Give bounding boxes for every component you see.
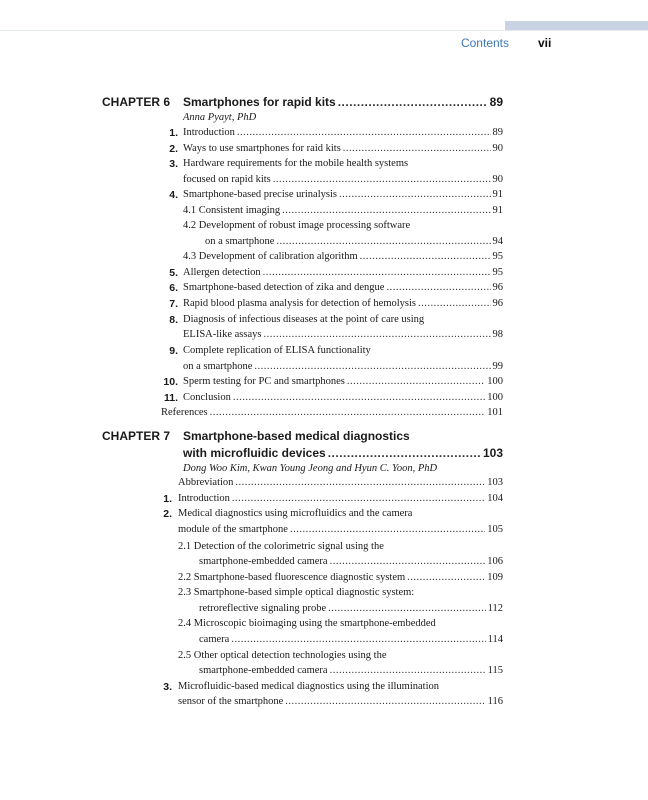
leader-dots (330, 555, 486, 569)
ch6-subsection-4-3-entry[interactable] (183, 250, 503, 264)
header-accent-bar (505, 21, 648, 30)
ch7-section-2-entry[interactable] (178, 523, 503, 537)
ch6-section-6-page: 96 (492, 282, 503, 293)
leader-dots (418, 297, 491, 311)
ch6-references-title: References (161, 407, 208, 418)
ch6-section-1-number: 1. (169, 127, 178, 139)
ch6-references-entry[interactable] (161, 406, 503, 420)
ch6-references-page: 101 (487, 407, 503, 418)
leader-dots (263, 328, 490, 342)
leader-dots (360, 250, 491, 264)
ch6-section-5-page: 95 (492, 267, 503, 278)
ch7-section-2-title-line2: module of the smartphone (178, 524, 288, 535)
ch6-section-10-number: 10. (163, 376, 178, 388)
running-header-page-number: vii (538, 36, 552, 50)
ch7-subsection-2-1-title-line2: smartphone-embedded camera (199, 556, 328, 567)
ch7-subsection-2-2-entry[interactable] (178, 571, 503, 585)
ch6-section-4-title: Smartphone-based precise urinalysis (183, 189, 337, 200)
chapter-6-author: Anna Pyayt, PhD (183, 112, 257, 123)
leader-dots (290, 523, 485, 537)
leader-dots (338, 95, 488, 109)
ch7-section-1-title: Introduction (178, 493, 230, 504)
ch6-section-10-page: 100 (487, 376, 503, 387)
ch6-section-7-page: 96 (492, 298, 503, 309)
leader-dots (328, 602, 486, 616)
ch6-section-5-entry[interactable] (183, 266, 503, 280)
ch6-section-8-title-line2: ELISA-like assays (183, 329, 262, 340)
ch6-section-3-page: 90 (492, 174, 503, 185)
ch7-subsection-2-1-entry[interactable] (199, 555, 503, 569)
ch6-section-1-title: Introduction (183, 127, 235, 138)
ch7-section-1-page: 104 (487, 493, 503, 504)
ch6-section-10-entry[interactable] (183, 375, 503, 389)
ch6-section-4-number: 4. (169, 189, 178, 201)
ch7-subsection-2-4-page: 114 (487, 634, 503, 645)
chapter-7-author: Dong Woo Kim, Kwan Young Jeong and Hyun C. Yoon, PhD (183, 463, 438, 474)
ch7-section-3-entry[interactable] (178, 695, 503, 709)
ch7-section-3-number: 3. (163, 681, 172, 693)
leader-dots (235, 476, 485, 490)
ch6-section-11-page: 100 (487, 392, 503, 403)
chapter-6-title: Smartphones for rapid kits (183, 95, 336, 109)
ch6-section-7-number: 7. (169, 298, 178, 310)
ch6-section-3-number: 3. (169, 158, 178, 170)
ch6-subsection-4-2-entry[interactable] (205, 235, 503, 249)
ch7-section-3-title-line1[interactable]: Microfluidic-based medical diagnostics using the illumination (178, 681, 439, 692)
chapter-6-page: 89 (489, 95, 503, 109)
ch6-section-1-entry[interactable] (183, 126, 503, 140)
ch7-section-2-page: 105 (487, 524, 503, 535)
ch7-section-1-entry[interactable] (178, 492, 503, 506)
ch7-subsection-2-5-title-line2: smartphone-embedded camera (199, 665, 328, 676)
ch6-section-11-title: Conclusion (183, 392, 231, 403)
ch7-subsection-2-4-title-line1[interactable]: 2.4 Microscopic bioimaging using the smartphone-embedded (178, 618, 436, 629)
ch7-section-2-number: 2. (163, 508, 172, 520)
ch6-section-6-number: 6. (169, 282, 178, 294)
ch7-subsection-2-3-title-line1[interactable]: 2.3 Smartphone-based simple optical diagnostic system: (178, 587, 415, 598)
ch6-section-9-page: 99 (492, 361, 503, 372)
ch7-subsection-2-5-title-line1[interactable]: 2.5 Other optical detection technologies using the (178, 650, 387, 661)
ch6-section-2-title: Ways to use smartphones for raid kits (183, 143, 341, 154)
ch7-subsection-2-2-title: 2.2 Smartphone-based fluorescence diagnostic system (178, 572, 406, 583)
leader-dots (339, 188, 491, 202)
ch6-section-5-title: Allergen detection (183, 267, 261, 278)
leader-dots (347, 375, 485, 389)
ch6-section-5-number: 5. (169, 267, 178, 279)
ch7-subsection-2-2-page: 109 (487, 572, 503, 583)
ch7-subsection-2-5-entry[interactable] (199, 664, 503, 678)
leader-dots (273, 173, 491, 187)
leader-dots (282, 204, 490, 218)
leader-dots (210, 406, 486, 420)
ch6-subsection-4-3-page: 95 (492, 251, 503, 262)
leader-dots (232, 492, 485, 506)
leader-dots (328, 446, 481, 460)
chapter-7-title-line1[interactable]: Smartphone-based medical diagnostics (183, 429, 410, 443)
ch7-subsection-2-4-title-line2: camera (199, 634, 230, 645)
ch6-section-2-number: 2. (169, 143, 178, 155)
ch7-section-3-title-line2: sensor of the smartphone (178, 696, 284, 707)
ch6-section-9-entry[interactable] (183, 360, 503, 374)
ch6-subsection-4-1-entry[interactable] (183, 204, 503, 218)
leader-dots (343, 142, 491, 156)
ch6-subsection-4-2-page: 94 (492, 236, 503, 247)
ch6-section-11-entry[interactable] (183, 391, 503, 405)
ch7-subsection-2-3-page: 112 (487, 603, 503, 614)
leader-dots (386, 281, 490, 295)
ch6-subsection-4-2-title-line1[interactable]: 4.2 Development of robust image processing software (183, 220, 411, 231)
ch6-subsection-4-3-title: 4.3 Development of calibration algorithm (183, 251, 358, 262)
ch6-section-4-page: 91 (492, 189, 503, 200)
ch6-section-2-entry[interactable] (183, 142, 503, 156)
chapter-6-label: CHAPTER 6 (102, 95, 171, 109)
ch6-section-8-title-line1[interactable]: Diagnosis of infectious diseases at the point of care using (183, 314, 425, 325)
ch6-section-7-entry[interactable] (183, 297, 503, 311)
leader-dots (285, 695, 485, 709)
ch6-subsection-4-1-page: 91 (492, 205, 503, 216)
ch7-section-1-number: 1. (163, 493, 172, 505)
ch7-abbreviation-page: 103 (487, 477, 503, 488)
ch6-section-8-number: 8. (169, 314, 178, 326)
ch7-subsection-2-5-page: 115 (487, 665, 503, 676)
ch7-section-2-title-line1[interactable]: Medical diagnostics using microfluidics and the camera (178, 508, 413, 519)
chapter-7-page: 103 (482, 446, 503, 460)
ch6-section-6-title: Smartphone-based detection of zika and dengue (183, 282, 385, 293)
running-header-section: Contents (460, 36, 509, 50)
ch6-section-3-entry[interactable] (183, 173, 503, 187)
ch6-section-6-entry[interactable] (183, 281, 503, 295)
ch6-section-8-entry[interactable] (183, 328, 503, 342)
ch6-section-2-page: 90 (492, 143, 503, 154)
ch7-subsection-2-4-entry[interactable] (199, 633, 503, 647)
leader-dots (263, 266, 491, 280)
ch6-section-7-title: Rapid blood plasma analysis for detection of hemolysis (183, 298, 416, 309)
ch7-subsection-2-3-entry[interactable] (199, 602, 503, 616)
leader-dots (330, 664, 486, 678)
ch6-section-9-number: 9. (169, 345, 178, 357)
ch6-section-10-title: Sperm testing for PC and smartphones (183, 376, 345, 387)
ch6-section-8-page: 98 (492, 329, 503, 340)
ch7-subsection-2-3-title-line2: retroreflective signaling probe (199, 603, 327, 614)
chapter-6-title-entry[interactable] (183, 95, 503, 109)
leader-dots (237, 126, 491, 140)
leader-dots (254, 360, 490, 374)
leader-dots (233, 391, 485, 405)
chapter-7-title-line2: with microfluidic devices (183, 446, 326, 460)
ch6-section-11-number: 11. (163, 392, 178, 404)
ch6-section-9-title-line1[interactable]: Complete replication of ELISA functionality (183, 345, 371, 356)
ch7-subsection-2-1-page: 106 (487, 556, 503, 567)
ch6-section-4-entry[interactable] (183, 188, 503, 202)
ch7-section-3-page: 116 (487, 696, 503, 707)
chapter-7-title-entry[interactable] (183, 446, 503, 460)
ch7-abbreviation-entry[interactable] (178, 476, 503, 490)
ch7-subsection-2-1-title-line1[interactable]: 2.1 Detection of the colorimetric signal using the (178, 541, 384, 552)
ch6-subsection-4-1-title: 4.1 Consistent imaging (183, 205, 281, 216)
ch6-section-3-title-line2: focused on rapid kits (183, 174, 271, 185)
ch6-section-3-title-line1[interactable]: Hardware requirements for the mobile health systems (183, 158, 409, 169)
leader-dots (407, 571, 485, 585)
ch7-abbreviation-title: Abbreviation (178, 477, 234, 488)
ch6-section-1-page: 89 (492, 127, 503, 138)
chapter-7-label: CHAPTER 7 (102, 429, 171, 443)
ch6-subsection-4-2-title-line2: on a smartphone (205, 236, 275, 247)
ch6-section-9-title-line2: on a smartphone (183, 361, 253, 372)
leader-dots (276, 235, 490, 249)
header-rule (0, 30, 648, 31)
leader-dots (231, 633, 485, 647)
